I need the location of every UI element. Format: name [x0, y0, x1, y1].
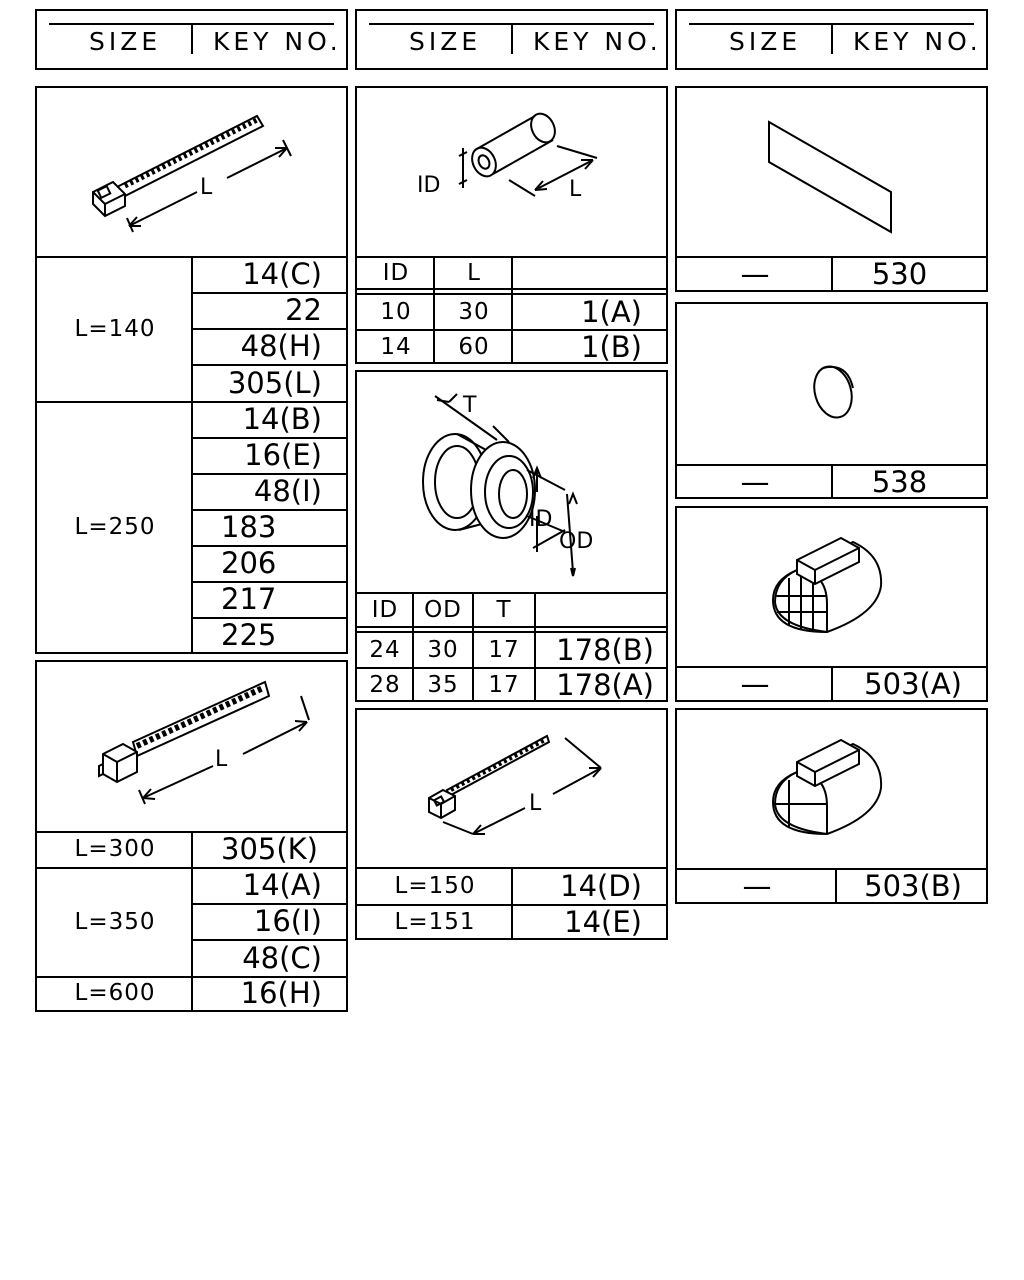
- dimension-label: L: [569, 177, 582, 202]
- dimension-label: L: [200, 175, 213, 200]
- table-cell: 17: [488, 671, 520, 698]
- key-cell: 14(D): [560, 869, 642, 903]
- table-header: L: [467, 260, 481, 286]
- key-cell: 305(L): [227, 365, 322, 400]
- cable-tie-panel: [35, 86, 348, 654]
- tape-panel: [675, 86, 988, 292]
- pad-panel-b: [675, 708, 988, 904]
- header-size-label: SIZE: [729, 27, 802, 56]
- dimension-label: ID: [417, 173, 441, 198]
- size-cell: L=350: [74, 908, 156, 935]
- table-cell: 30: [427, 637, 459, 663]
- table-header: ID: [371, 597, 399, 623]
- size-cell: L=300: [74, 836, 156, 862]
- key-cell: 48(C): [242, 940, 322, 975]
- header-col2: [355, 9, 668, 70]
- dimension-label: L: [529, 791, 542, 816]
- size-cell: —: [740, 464, 770, 499]
- cable-tie-icon: [37, 88, 346, 256]
- header-size-label: SIZE: [409, 27, 482, 56]
- size-cell: L=600: [74, 980, 156, 1006]
- key-cell: 16(E): [244, 438, 322, 472]
- tube-panel: [355, 86, 668, 364]
- cable-tie-large-panel: [35, 660, 348, 1012]
- grommet-icon: [357, 372, 666, 594]
- size-cell: —: [742, 869, 772, 903]
- key-cell: 48(H): [240, 329, 322, 363]
- key-cell: 530: [871, 257, 928, 291]
- pad-icon: [677, 508, 986, 666]
- header-key-label: KEY NO.: [213, 27, 342, 56]
- header-key-label: KEY NO.: [853, 27, 982, 56]
- key-cell: 217: [221, 582, 277, 616]
- size-cell: —: [740, 667, 770, 701]
- size-cell: L=250: [74, 513, 156, 540]
- key-cell: 14(C): [242, 257, 322, 291]
- pad-panel-a: [675, 506, 988, 702]
- dimension-label: ID: [529, 507, 553, 532]
- key-cell: 48(I): [253, 474, 322, 508]
- key-cell: 14(E): [564, 905, 642, 939]
- header-size-label: SIZE: [89, 27, 162, 56]
- header-col3: [675, 9, 988, 70]
- size-cell: L=151: [394, 909, 476, 935]
- key-cell: 503(B): [864, 869, 962, 903]
- dimension-label: T: [463, 393, 477, 418]
- key-cell: 1(B): [581, 329, 642, 364]
- table-cell: 60: [458, 333, 490, 360]
- size-cell: L=150: [394, 873, 476, 899]
- pad-icon: [677, 710, 986, 868]
- plug-panel: [675, 302, 988, 499]
- table-cell: 10: [380, 299, 412, 325]
- table-cell: 17: [488, 637, 520, 663]
- table-cell: 24: [369, 637, 401, 663]
- cable-tie-icon: [357, 710, 666, 868]
- key-cell: 16(H): [240, 976, 322, 1010]
- key-cell: 16(I): [253, 904, 322, 938]
- header-col1: [35, 9, 348, 70]
- table-header: OD: [424, 597, 462, 623]
- table-cell: 28: [369, 671, 401, 698]
- size-cell: —: [740, 257, 770, 291]
- table-cell: 35: [427, 671, 459, 698]
- key-cell: 206: [221, 546, 277, 580]
- table-cell: 30: [458, 299, 490, 325]
- key-cell: 1(A): [581, 295, 642, 329]
- key-cell: 183: [221, 510, 277, 544]
- dimension-label: OD: [559, 529, 594, 554]
- key-cell: 14(A): [242, 868, 322, 902]
- key-cell: 225: [221, 617, 277, 652]
- tube-icon: [357, 88, 666, 256]
- small-cable-tie-panel: [355, 708, 668, 940]
- size-cell: L=140: [74, 315, 156, 342]
- table-header: T: [496, 597, 512, 623]
- key-cell: 14(B): [242, 402, 322, 436]
- key-cell: 22: [285, 293, 322, 327]
- dimension-label: L: [215, 747, 228, 772]
- table-cell: 14: [380, 333, 412, 360]
- cable-tie-icon: [37, 662, 346, 832]
- plug-icon: [677, 304, 986, 464]
- key-cell: 178(A): [556, 667, 654, 702]
- key-cell: 538: [871, 464, 928, 499]
- key-cell: 305(K): [221, 832, 318, 866]
- key-cell: 178(B): [556, 633, 654, 667]
- key-cell: 503(A): [864, 667, 962, 701]
- header-key-label: KEY NO.: [533, 27, 662, 56]
- grommet-panel: [355, 370, 668, 702]
- table-header: ID: [382, 260, 410, 286]
- tape-icon: [677, 88, 986, 256]
